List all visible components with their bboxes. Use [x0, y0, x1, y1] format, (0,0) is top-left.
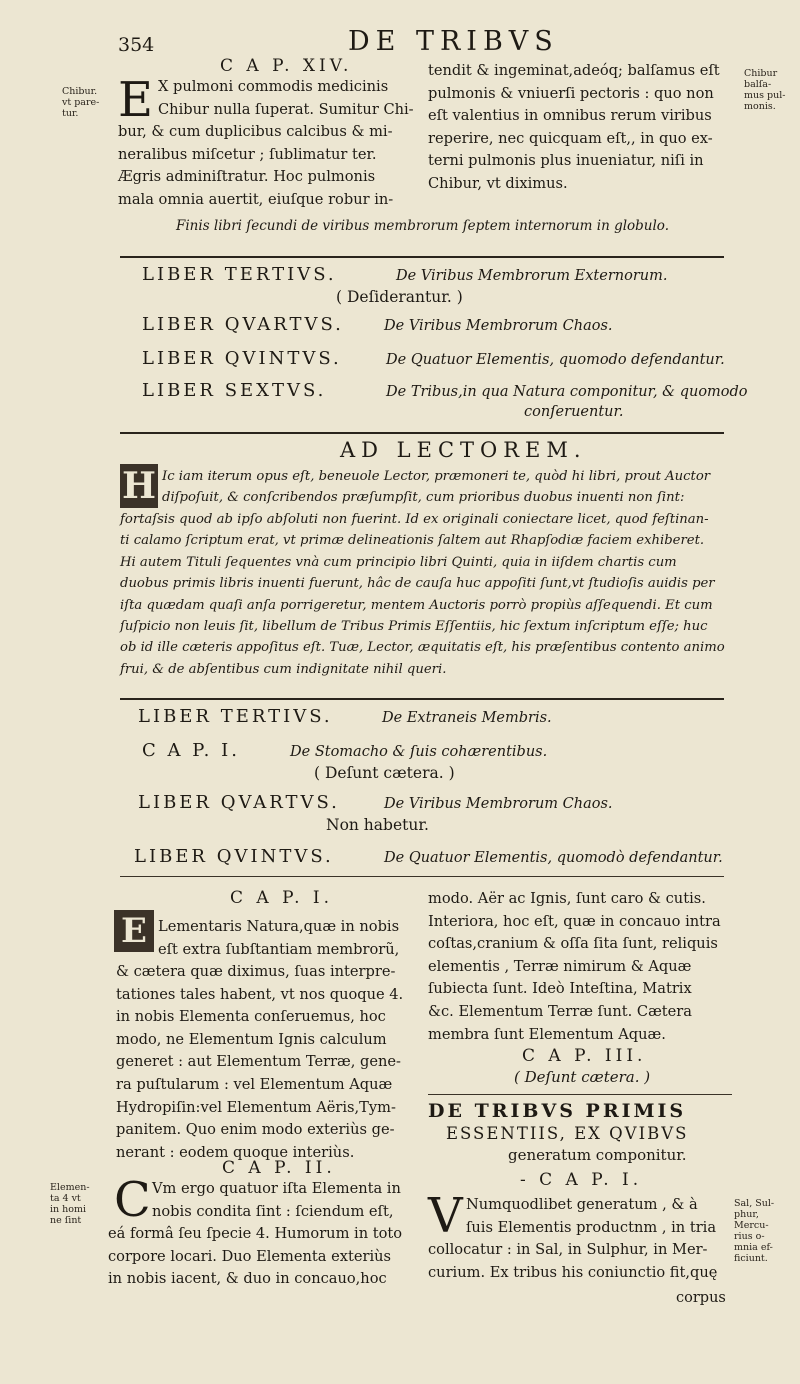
liber-quartus-2-label: LIBER QVARTVS. — [138, 792, 340, 813]
liber-quartus-desc: De Viribus Membrorum Chaos. — [384, 318, 613, 334]
finis-line: Finis libri ſecundi de viribus membrorum ſeptem internorum in globulo. — [176, 218, 669, 234]
right-column-lines-indented: Numquodlibet generatum , & à ſuis Elementis productnm , in tria — [466, 1196, 717, 1236]
liber-tertius-2-label: LIBER TERTIVS. — [138, 706, 333, 727]
right-column-text: modo. Aër ac Ignis, ſunt caro & cutis. Interiora, hoc eſt, quæ in concauo intra coſtas,cranium & oſſa ſita ſunt, reliquis elementis , Terræ nimirum & Aquæ ſubiecta ſunt. Ideò Inteſtina, Matrix &c. Elementum Terræ ſunt. Cætera membra ſunt Elementum Aquæ. — [428, 890, 721, 1043]
liber-quartus-2-desc: De Viribus Membrorum Chaos. — [384, 796, 613, 812]
cap-3-heading: C A P. III. — [522, 1046, 647, 1066]
divider-rule — [120, 256, 724, 258]
dropcap-v: V — [428, 1188, 463, 1244]
liber-sextus-desc-2: conſeruentur. — [524, 404, 624, 420]
essentiis-title-3: generatum componitur. — [508, 1146, 687, 1164]
divider-rule — [428, 1094, 732, 1095]
margin-note-left-bottom: Elemen- ta 4 vt in homi ne ſint — [50, 1182, 90, 1226]
lector-heading: AD LECTOREM. — [340, 438, 587, 462]
margin-note-left-top: Chibur. vt pare- tur. — [62, 86, 100, 119]
dropcap-c: C — [114, 1172, 151, 1228]
cap-1-desc: De Stomacho & ſuis cohærentibus. — [290, 744, 548, 760]
cap-2-lines-indented: Vm ergo quatuor iſta Elementa in nobis condita ſint : ſciendum eſt, — [152, 1180, 401, 1220]
chapter-14-lines: bur, & cum duplicibus calcibus & mi- neralibus miſcetur ; ſublimatur ter. Ægris adminiſtratur. Hoc pulmonis mala omnia auertit, eiuſque robur in- — [118, 123, 394, 208]
cap-2-heading: C A P. II. — [222, 1158, 336, 1178]
divider-rule — [120, 432, 724, 434]
liber-quartus-label: LIBER QVARTVS. — [142, 314, 344, 335]
margin-note-right-top: Chibur balſa- mus pul- monis. — [744, 68, 786, 112]
ornamental-initial-e: E — [114, 910, 154, 952]
liber-quintus-desc: De Quatuor Elementis, quomodo defendantur. — [386, 352, 725, 368]
liber-sextus-desc: De Tribus,in qua Natura componitur, & quomodo — [386, 384, 748, 400]
lector-text-indented: Ic iam iterum opus eſt, beneuole Lector, præmoneri te, quòd hi libri, prout Auctor diſpoſuit, & conſcribendos præſumpſit, cum prioribus duobus inuenti non ſint: — [162, 469, 711, 506]
cap-1-b-lines: & cætera quæ diximus, ſuas interpre- tationes tales habent, vt nos quoque 4. in nobis Elementa conſeruemus, hoc modo, ne Elementum Ignis calculum generet : aut Elementum Terræ, gene- ra puſtularum : vel Elementum Aquæ Hydropiſin:vel Elementum Aëris,Tym- panitem. Quo enim modo exteriùs ge- nerant : eodem quoque interiùs. — [116, 963, 404, 1161]
liber-tertius-2-desc: De Extraneis Membris. — [382, 710, 552, 726]
liber-tertius-desc: De Viribus Membrorum Externorum. — [396, 268, 668, 284]
liber-tertius-note: ( Deſiderantur. ) — [336, 288, 463, 306]
running-head: DE TRIBVS — [348, 26, 559, 57]
liber-quartus-2-note: Non habetur. — [326, 816, 429, 834]
liber-sextus-label: LIBER SEXTVS. — [142, 380, 327, 401]
essentiis-title-1: DE TRIBVS PRIMIS — [428, 1100, 687, 1122]
lector-text: fortaſsis quod ab ipſo abſoluti non fuerint. Id ex originali coniectare licet, quod feſtinan- ti calamo ſcriptum erat, vt primæ delineationis ſaltem aut Rhapſodiæ faciem exhiberet. Hi autem Tituli ſequentes vnà cum principio libri Quinti, quia in iiſdem chartis cum duobus primis libris inuenti fuerunt, hâc de cauſa huc appoſiti ſunt,vt ſtudioſis auidis per iſta quædam quaſi anſa porrigeretur, mentem Auctoris porrò propiùs aſſequendi. Et cum ſuſpicio non leuis ſit, libellum de Tribus Primis Eſſentiis, hic ſextum inſcriptum eſſe; huc ob id ille cæteris appoſitus eſt. Tuæ, Lector, æquitatis eſt, his præſentibus contento animo frui, & de abſentibus cum indignitate nihil queri. — [120, 512, 725, 677]
liber-quintus-2-label: LIBER QVINTVS. — [134, 846, 334, 867]
catchword: corpus — [676, 1290, 726, 1306]
divider-rule — [120, 876, 724, 877]
liber-quintus-2-desc: De Quatuor Elementis, quomodò defendantur. — [384, 850, 723, 866]
right-column-lines-2: collocatur : in Sal, in Sulphur, in Mer- curium. Ex tribus his coniunctio fit,quę — [428, 1241, 718, 1281]
liber-tertius-label: LIBER TERTIVS. — [142, 264, 337, 285]
dropcap-e: E — [118, 72, 154, 128]
chapter-14-heading: C A P. XIV. — [220, 56, 353, 76]
cap-3-note: ( Deſunt cætera. ) — [514, 1068, 651, 1086]
ornamental-initial-h: H — [121, 465, 156, 507]
liber-quintus-label: LIBER QVINTVS. — [142, 348, 342, 369]
chapter-14-right-column: tendit & ingeminat,adeóq; balſamus eſt pulmonis & vniuerſi pectoris : quo non eſt valentius in omnibus rerum viribus reperire, nec quicquam eſt,, in quo ex- terni pulmonis plus inueniatur, niſi in Chibur, vt diximus. — [428, 62, 720, 192]
divider-rule — [120, 698, 724, 700]
cap-1-b-heading: C A P. I. — [230, 888, 334, 908]
cap-2-lines: eá formâ ſeu ſpecie 4. Humorum in toto corpore locari. Duo Elementa exteriùs in nobis iacent, & duo in concauo,hoc — [108, 1225, 403, 1288]
essentiis-title-2: ESSENTIIS, EX QVIBVS — [446, 1124, 689, 1143]
chapter-14-lines-indented: X pulmoni commodis medicinis Chibur nulla ſuperat. Sumitur Chi- — [158, 78, 414, 118]
cap-1-c-heading: - C A P. I. — [520, 1170, 643, 1190]
cap-1-b-lines-indented: Lementaris Natura,quæ in nobis eſt extra ſubſtantiam membrorũ, — [158, 918, 400, 958]
cap-1-note: ( Deſunt cætera. ) — [314, 764, 455, 782]
page-number: 354 — [118, 34, 155, 56]
cap-1-label: C A P. I. — [142, 740, 240, 761]
margin-note-right-bottom: Sal, Sul- phur, Mercu- rius o- mnia ef- ficiunt. — [734, 1198, 775, 1264]
